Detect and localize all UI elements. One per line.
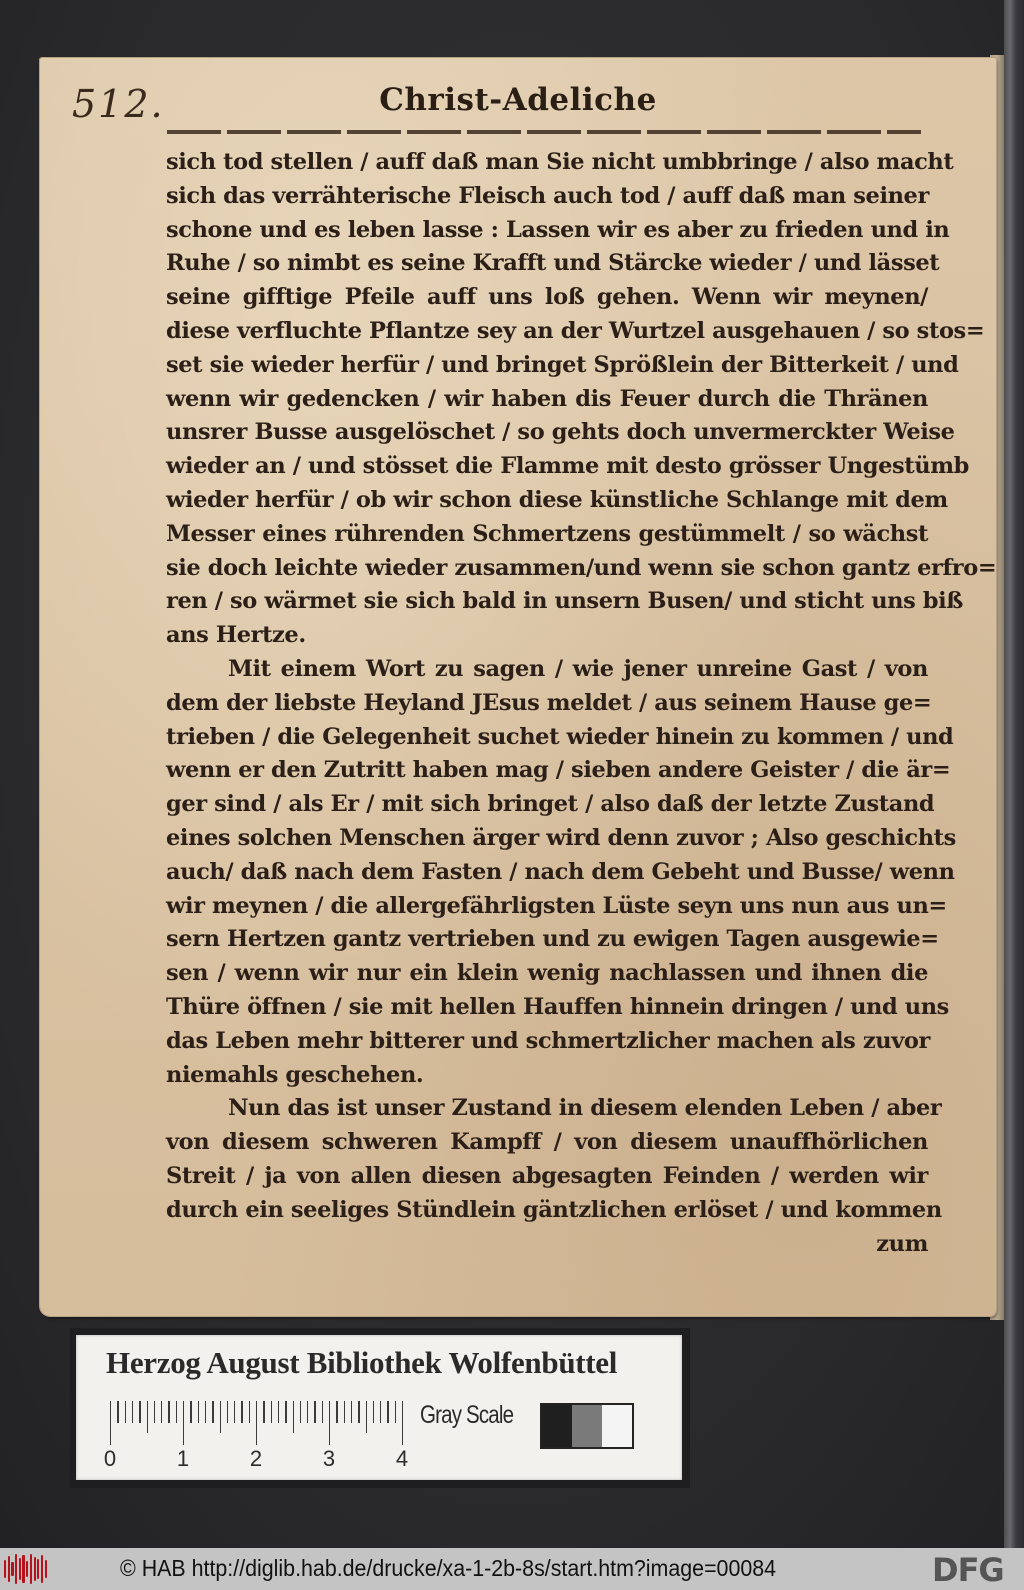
header-rule — [167, 130, 921, 134]
ruler-tick — [263, 1401, 264, 1423]
ruler-tick — [227, 1401, 228, 1423]
ruler-tick — [322, 1401, 323, 1423]
ruler-tick — [344, 1401, 345, 1423]
text-line: set sie wieder herfür / und bringet Sprößlein der Bitterkeit / und — [166, 351, 959, 378]
ruler-tick — [358, 1401, 359, 1423]
hab-logo-bar — [4, 1560, 6, 1578]
cm-ruler — [103, 1401, 410, 1481]
color-card — [76, 1335, 682, 1480]
ruler-label: 4 — [395, 1446, 409, 1471]
ruler-tick — [366, 1401, 367, 1433]
ruler-tick — [125, 1401, 126, 1423]
page-number: 512. — [72, 82, 165, 126]
ruler-tick — [336, 1401, 337, 1423]
ruler-tick — [373, 1401, 374, 1423]
ruler-tick — [154, 1401, 155, 1423]
ruler-tick — [395, 1401, 396, 1423]
ruler-tick — [402, 1401, 403, 1445]
hab-logo-bar — [8, 1556, 10, 1582]
ruler-tick — [329, 1401, 330, 1445]
ruler-tick — [212, 1401, 213, 1423]
ruler-tick — [132, 1401, 133, 1423]
text-line: unsrer Busse ausgelöschet / so gehts doch unvermerckter Weise — [166, 419, 955, 446]
ruler-tick — [190, 1401, 191, 1423]
ruler-label: 3 — [322, 1446, 336, 1471]
hab-logo-bar — [34, 1557, 36, 1581]
text-line: eines solchen Menschen ärger wird denn zuvor ; Also geschichts — [166, 824, 956, 851]
ruler-tick — [387, 1401, 388, 1423]
dfg-logo-icon: DFG — [932, 1551, 1004, 1589]
ruler-tick — [271, 1401, 272, 1423]
ruler-label: 2 — [249, 1446, 263, 1471]
text-line: auch/ daß nach dem Fasten / nach dem Gebeht und Busse/ wenn — [166, 858, 955, 885]
text-line-paragraph-start: Mit einem Wort zu sagen / wie jener unreine Gast / von — [228, 655, 928, 682]
text-line: wenn er den Zutritt haben mag / sieben andere Geister / die är= — [166, 757, 951, 784]
ruler-tick — [147, 1401, 148, 1433]
hab-logo-bar — [11, 1562, 13, 1576]
gray-scale-label: Gray Scale — [420, 1401, 514, 1429]
text-line: ren / so wärmet sie sich bald in unsern Busen/ und sticht uns biß — [166, 588, 963, 615]
text-line: sern Hertzen gantz vertrieben und zu ewigen Tagen ausgewie= — [166, 926, 939, 953]
text-line: von diesem schweren Kampff / von diesem unauffhörlichen — [166, 1129, 928, 1156]
text-line: Streit / ja von allen diesen abgesagten Feinden / werden wir — [166, 1162, 928, 1189]
footer-bar — [0, 1548, 1024, 1590]
ruler-tick — [314, 1401, 315, 1423]
text-line: ger sind / als Er / mit sich bringet / also daß der letzte Zustand — [166, 791, 935, 818]
ruler-tick — [351, 1401, 352, 1423]
text-line: diese verfluchte Pflantze sey an der Wurtzel ausgehauen / so stos= — [166, 317, 985, 344]
text-line: wenn wir gedencken / wir haben dis Feuer durch die Thränen — [166, 385, 928, 412]
ruler-tick — [168, 1401, 169, 1423]
text-line: wieder an / und stösset die Flamme mit desto grösser Ungestümb — [166, 453, 969, 480]
text-line: trieben / die Gelegenheit suchet wieder hinein zu kommen / und — [166, 723, 954, 750]
ruler-tick — [293, 1401, 294, 1433]
body-text — [166, 146, 997, 1261]
hab-logo-bar — [37, 1559, 39, 1579]
ruler-tick — [307, 1401, 308, 1423]
text-line: das Leben mehr bitterer und schmertzlicher machen als zuvor — [166, 1027, 930, 1054]
text-line: wir meynen / die allergefährligsten Lüste seyn uns nun aus un= — [166, 892, 947, 919]
ruler-tick — [176, 1401, 177, 1423]
ruler-tick — [278, 1401, 279, 1423]
ruler-label: 1 — [176, 1446, 190, 1471]
ruler-tick — [110, 1401, 111, 1445]
copyright-url[interactable]: © HAB http://diglib.hab.de/drucke/xa-1-2b-8s/start.htm?image=00084 — [120, 1555, 777, 1581]
book-binding-edge — [1004, 0, 1024, 1548]
text-line: durch ein seeliges Stündlein gäntzlichen erlöset / und kommen — [166, 1196, 942, 1223]
printed-page — [40, 58, 996, 1316]
text-line: ans Hertze. — [166, 622, 306, 649]
hab-logo-bar — [19, 1558, 21, 1580]
ruler-tick — [139, 1401, 140, 1423]
ruler-tick — [117, 1401, 118, 1423]
ruler-tick — [380, 1401, 381, 1423]
swatch-white — [602, 1405, 632, 1447]
ruler-tick — [205, 1401, 206, 1423]
hab-logo-bar — [26, 1561, 28, 1577]
text-line: sich tod stellen / auff daß man Sie nicht umbbringe / also macht — [166, 149, 954, 175]
hab-logo-icon — [4, 1554, 48, 1584]
text-line: Ruhe / so nimbt es seine Krafft und Stärcke wieder / und lässet — [166, 250, 940, 277]
text-line: wieder herfür / ob wir schon diese künstliche Schlange mit dem — [166, 486, 948, 513]
ruler-tick — [220, 1401, 221, 1433]
text-line: seine gifftige Pfeile auff uns loß gehen. Wenn wir meynen/ — [166, 284, 928, 311]
hab-logo-bar — [30, 1554, 32, 1584]
ruler-tick — [234, 1401, 235, 1423]
hab-logo-bar — [45, 1560, 47, 1578]
text-line: niemahls geschehen. — [166, 1061, 424, 1088]
ruler-tick — [285, 1401, 286, 1423]
library-name: Herzog August Bibliothek Wolfenbüttel — [106, 1345, 618, 1380]
ruler-tick — [256, 1401, 257, 1445]
swatch-gray — [572, 1405, 602, 1447]
text-line: Messer eines rührenden Schmertzens gestümmelt / so wächst — [166, 520, 928, 547]
text-line: schone und es leben lasse : Lassen wir es aber zu frieden und in — [166, 216, 950, 243]
running-head: Christ-Adeliche — [379, 82, 657, 118]
ruler-tick — [241, 1401, 242, 1423]
text-line: sich das verrähterische Fleisch auch tod / auff daß man seiner — [166, 182, 929, 209]
text-line: dem der liebste Heyland JEsus meldet / aus seinem Hause ge= — [166, 689, 932, 716]
text-line: sie doch leichte wieder zusammen/und wenn sie schon gantz erfro= — [166, 554, 997, 581]
text-line-paragraph-start: Nun das ist unser Zustand in diesem elenden Leben / aber — [228, 1095, 942, 1122]
ruler-label: 0 — [103, 1446, 117, 1471]
hab-logo-bar — [41, 1555, 43, 1583]
hab-logo-bar — [15, 1554, 17, 1584]
ruler-tick — [161, 1401, 162, 1423]
ruler-tick — [249, 1401, 250, 1423]
text-line: sen / wenn wir nur ein klein wenig nachlassen und ihnen die — [166, 960, 928, 987]
text-line: Thüre öffnen / sie mit hellen Hauffen hinnein dringen / und uns — [166, 993, 949, 1020]
ruler-tick — [198, 1401, 199, 1423]
ruler-tick — [183, 1401, 184, 1445]
ruler-tick — [300, 1401, 301, 1423]
catchword: zum — [876, 1230, 928, 1257]
gray-scale-swatch — [540, 1403, 634, 1449]
swatch-black — [542, 1405, 572, 1447]
hab-logo-bar — [22, 1555, 24, 1583]
